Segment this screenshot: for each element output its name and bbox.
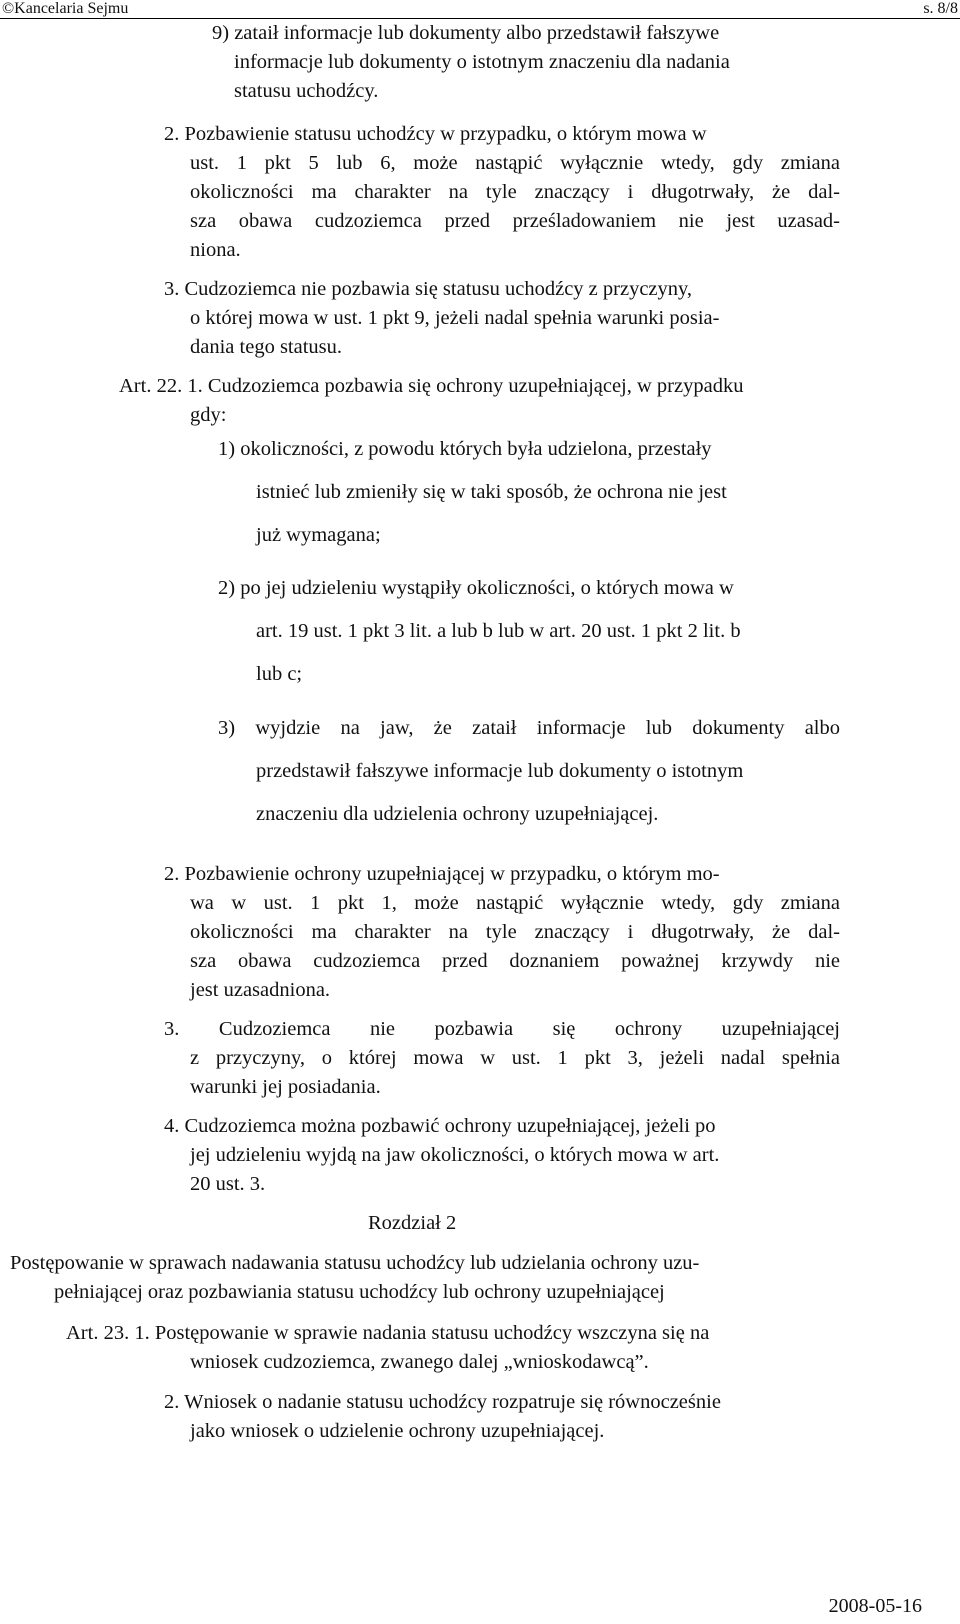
text-line: art. 19 ust. 1 pkt 3 lit. a lub b lub w art. 20 ust. 1 pkt 2 lit. b: [256, 620, 741, 642]
text-line: niona.: [190, 239, 241, 261]
text-line: warunki jej posiadania.: [190, 1076, 381, 1098]
text-line: 3. Cudzoziemca nie pozbawia się ochrony uzupełniającej: [164, 1018, 840, 1040]
chapter-heading: Rozdział 2: [368, 1212, 457, 1234]
text-line: lub c;: [256, 663, 303, 685]
text-line: wa w ust. 1 pkt 1, może nastąpić wyłącznie wtedy, gdy zmiana: [190, 892, 840, 914]
text-line: 1) okoliczności, z powodu których była udzielona, przestały: [218, 438, 712, 460]
text-line: 9) zataił informacje lub dokumenty albo przedstawił fałszywe: [212, 22, 720, 44]
copyright-label: ©Kancelaria Sejmu: [2, 0, 129, 17]
document-date: 2008-05-16: [828, 1595, 922, 1617]
text-line: o której mowa w ust. 1 pkt 9, jeżeli nadal spełnia warunki posia-: [190, 307, 720, 329]
text-line: wniosek cudzoziemca, zwanego dalej „wnioskodawcą”.: [190, 1351, 649, 1373]
text-line: dania tego statusu.: [190, 336, 343, 358]
text-line: 3) wyjdzie na jaw, że zataił informacje lub dokumenty albo: [218, 717, 840, 739]
text-line: istnieć lub zmieniły się w taki sposób, że ochrona nie jest: [256, 481, 727, 503]
text-line: znaczeniu dla udzielenia ochrony uzupełniającej.: [256, 803, 659, 825]
text-line: 2. Wniosek o nadanie statusu uchodźcy rozpatruje się równocześnie: [164, 1391, 721, 1413]
text-line: przedstawił fałszywe informacje lub dokumenty o istotnym: [256, 760, 744, 782]
chapter-title: Postępowanie w sprawach nadawania statusu uchodźcy lub udzielania ochrony uzu-: [10, 1252, 700, 1274]
text-line: 20 ust. 3.: [190, 1173, 266, 1195]
text-line: okoliczności ma charakter na tyle znaczący i długotrwały, że dal-: [190, 181, 840, 203]
text-line: z przyczyny, o której mowa w ust. 1 pkt 3, jeżeli nadal spełnia: [190, 1047, 840, 1069]
text-line: jest uzasadniona.: [190, 979, 331, 1001]
article-heading: Art. 22. 1. Cudzoziemca pozbawia się ochrony uzupełniającej, w przypadku: [119, 375, 744, 397]
text-line: 2) po jej udzieleniu wystąpiły okoliczności, o których mowa w: [218, 577, 734, 599]
text-line: sza obawa cudzoziemca przed prześladowaniem nie jest uzasad-: [190, 210, 840, 232]
text-line: 2. Pozbawienie statusu uchodźcy w przypadku, o którym mowa w: [164, 123, 707, 145]
text-line: 3. Cudzoziemca nie pozbawia się statusu uchodźcy z przyczyny,: [164, 278, 693, 300]
text-line: jako wniosek o udzielenie ochrony uzupełniającej.: [190, 1420, 605, 1442]
text-line: 2. Pozbawienie ochrony uzupełniającej w przypadku, o którym mo-: [164, 863, 720, 885]
page-number: s. 8/8: [923, 0, 958, 17]
chapter-title: pełniającej oraz pozbawiania statusu uchodźcy lub ochrony uzupełniającej: [54, 1281, 665, 1303]
text-line: sza obawa cudzoziemca przed doznaniem poważnej krzywdy nie: [190, 950, 840, 972]
article-heading: Art. 23. 1. Postępowanie w sprawie nadania statusu uchodźcy wszczyna się na: [66, 1322, 710, 1344]
text-line: już wymagana;: [256, 524, 381, 546]
page-header: [0, 0, 960, 19]
text-line: 4. Cudzoziemca można pozbawić ochrony uzupełniającej, jeżeli po: [164, 1115, 716, 1137]
text-line: ust. 1 pkt 5 lub 6, może nastąpić wyłącznie wtedy, gdy zmiana: [190, 152, 840, 174]
text-line: informacje lub dokumenty o istotnym znaczeniu dla nadania: [234, 51, 730, 73]
text-line: jej udzieleniu wyjdą na jaw okoliczności, o których mowa w art.: [190, 1144, 720, 1166]
text-line: statusu uchodźcy.: [234, 80, 379, 102]
text-line: gdy:: [190, 404, 227, 426]
text-line: okoliczności ma charakter na tyle znaczący i długotrwały, że dal-: [190, 921, 840, 943]
